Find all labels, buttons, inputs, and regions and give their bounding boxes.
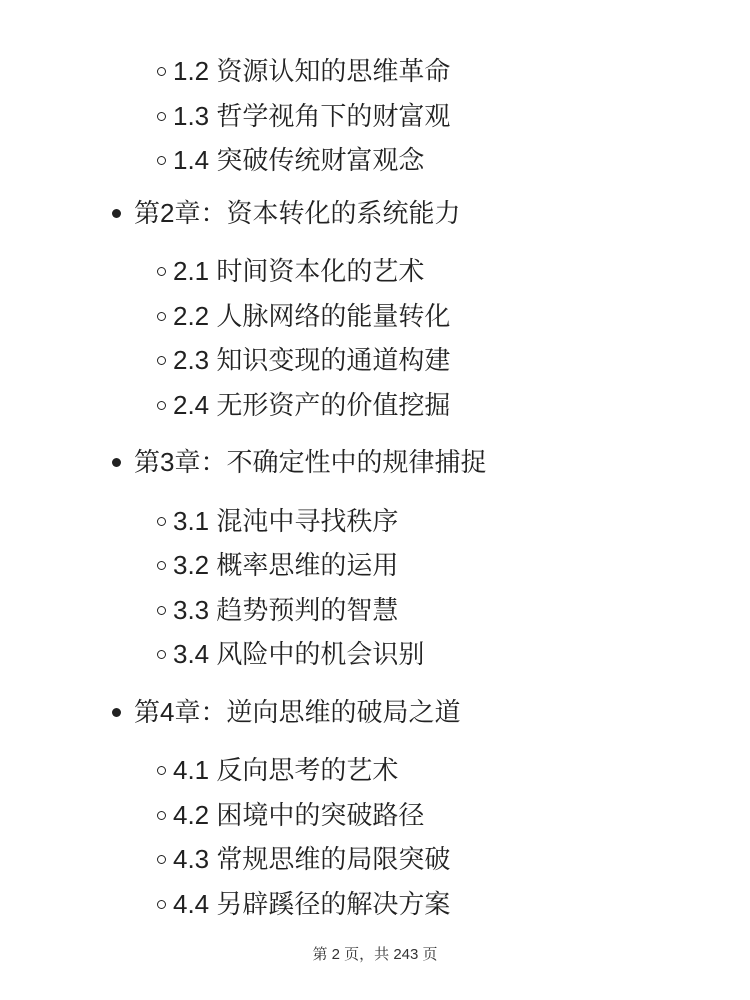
bullet-circle-icon: [157, 561, 166, 570]
subsection-list: [157, 748, 750, 926]
bullet-circle-icon: [157, 650, 166, 659]
toc-chapter: [112, 690, 750, 927]
toc-subsection: [157, 138, 750, 183]
chapter-title-row: [112, 690, 750, 735]
page-number-label: 第 2 页，共 243 页: [312, 946, 438, 963]
toc-subsection-label: 2.1 时间资本化的艺术: [173, 256, 425, 286]
toc-subsection-label: 3.2 概率思维的运用: [173, 550, 399, 580]
toc-subsection-label: 3.1 混沌中寻找秩序: [173, 505, 399, 536]
toc-subsection: [157, 588, 750, 633]
chapter-title-row: [112, 440, 750, 485]
bullet-disc-icon: [112, 708, 121, 717]
toc-subsection: [157, 882, 750, 927]
toc-subsection-label: 2.2 人脉网络的能量转化: [173, 300, 451, 331]
toc-subsection: [157, 748, 750, 793]
toc-subsection-label: 4.4 另辟蹊径的解决方案: [173, 888, 451, 919]
bullet-circle-icon: [157, 766, 166, 775]
toc-chapter: [112, 440, 750, 677]
intro-subsection-list: [157, 49, 750, 183]
toc-subsection: [157, 499, 750, 544]
bullet-circle-icon: [157, 267, 166, 276]
toc-subsection-label: 1.4 突破传统财富观念: [173, 145, 425, 175]
chapter-title: 第4章：逆向思维的破局之道: [134, 696, 461, 727]
bullet-circle-icon: [157, 811, 166, 820]
bullet-circle-icon: [157, 401, 166, 410]
bullet-circle-icon: [157, 900, 166, 909]
toc-subsection: [157, 793, 750, 838]
toc-subsection-label: 4.3 常规思维的局限突破: [173, 844, 451, 874]
bullet-disc-icon: [112, 458, 121, 467]
bullet-circle-icon: [157, 67, 166, 76]
toc-subsection-label: 1.3 哲学视角下的财富观: [173, 100, 451, 131]
toc-subsection: [157, 632, 750, 677]
toc-subsection-label: 4.2 困境中的突破路径: [173, 799, 425, 830]
toc-subsection-label: 3.3 趋势预判的智慧: [173, 594, 399, 625]
bullet-circle-icon: [157, 517, 166, 526]
chapter-list: [112, 191, 750, 927]
page-footer: [0, 944, 750, 966]
subsection-list: [157, 249, 750, 427]
toc-subsection: [157, 383, 750, 428]
toc-subsection-label: 4.1 反向思考的艺术: [173, 755, 399, 785]
toc-subsection: [157, 94, 750, 139]
toc-subsection: [157, 294, 750, 339]
chapter-title: 第3章：不确定性中的规律捕捉: [134, 447, 487, 477]
bullet-circle-icon: [157, 606, 166, 615]
toc-subsection: [157, 543, 750, 588]
toc-subsection-label: 2.4 无形资产的价值挖掘: [173, 389, 451, 420]
toc-chapter: [112, 191, 750, 428]
toc-subsection-label: 2.3 知识变现的通道构建: [173, 345, 451, 375]
bullet-circle-icon: [157, 112, 166, 121]
toc-subsection: [157, 49, 750, 94]
toc-subsection-label: 1.2 资源认知的思维革命: [173, 56, 451, 86]
bullet-circle-icon: [157, 356, 166, 365]
toc-subsection: [157, 338, 750, 383]
toc-subsection-label: 3.4 风险中的机会识别: [173, 639, 425, 669]
toc-subsection: [157, 249, 750, 294]
chapter-title-row: [112, 191, 750, 236]
bullet-disc-icon: [112, 209, 121, 218]
bullet-circle-icon: [157, 855, 166, 864]
toc-subsection: [157, 837, 750, 882]
bullet-circle-icon: [157, 312, 166, 321]
bullet-circle-icon: [157, 156, 166, 165]
subsection-list: [157, 499, 750, 677]
chapter-title: 第2章：资本转化的系统能力: [134, 197, 461, 228]
